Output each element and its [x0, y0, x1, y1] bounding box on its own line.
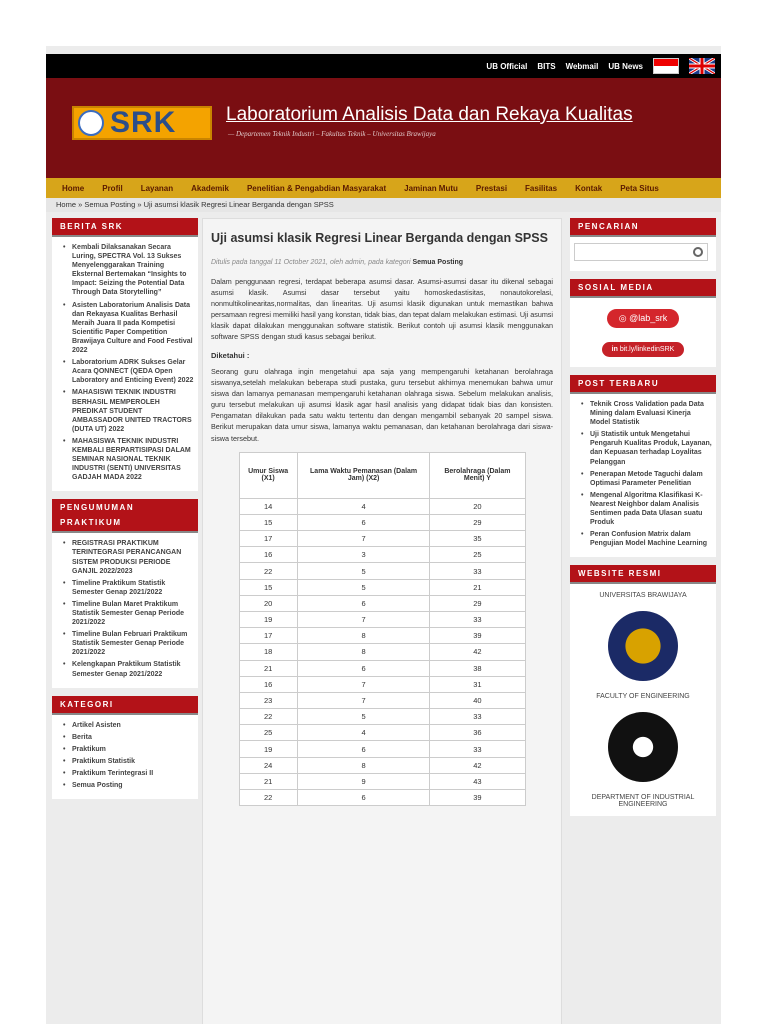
col-pemanasan: Lama Waktu Pemanasan (Dalam Jam) (X2)	[297, 452, 430, 498]
recent-post[interactable]: • Mengenal Algoritma Klasifikasi K-Nearest Neighbor dalam Analisis Sentimen pada Data Ulasan suatu Produk	[578, 491, 712, 527]
linkedin-url: bit.ly/linkedinSRK	[619, 346, 675, 353]
table-cell: 42	[430, 757, 525, 773]
post-meta-text: Ditulis pada tanggal 11 October 2021, oleh admin, pada kategori	[211, 258, 411, 266]
recent-post[interactable]: • Uji Statistik untuk Mengetahui Pengaruh Kualitas Produk, Layanan, dan Kepuasan terhadap Loyalitas Pelanggan	[578, 430, 712, 466]
table-cell: 36	[430, 725, 525, 741]
linkedin-button[interactable]	[602, 342, 685, 357]
table-cell: 23	[239, 692, 297, 708]
table-cell: 17	[239, 531, 297, 547]
uk-flag-icon[interactable]	[689, 58, 715, 74]
table-row	[239, 676, 525, 692]
recent-post[interactable]: • Peran Confusion Matrix dalam Pengujian Model Machine Learning	[578, 530, 712, 548]
table-row	[239, 773, 525, 789]
table-cell: 7	[297, 692, 430, 708]
data-table	[239, 452, 526, 807]
table-cell: 5	[297, 563, 430, 579]
table-cell: 17	[239, 628, 297, 644]
berita-item[interactable]: • Laboratorium ADRK Sukses Gelar Acara QONNECT (QEDA Open Laboratory and Enticing Event) 2022	[60, 358, 194, 385]
table-cell: 4	[297, 725, 430, 741]
search-input[interactable]	[574, 243, 708, 261]
post-terbaru-title: POST TERBARU	[570, 375, 716, 394]
social-box	[570, 298, 716, 367]
table-cell: 20	[430, 498, 525, 514]
table-row	[239, 790, 525, 806]
table-cell: 7	[297, 611, 430, 627]
table-row	[239, 547, 525, 563]
table-row	[239, 579, 525, 595]
table-cell: 43	[430, 773, 525, 789]
table-row	[239, 757, 525, 773]
indonesia-flag-icon[interactable]	[653, 58, 679, 74]
berita-title: BERITA SRK	[52, 218, 198, 237]
post-terbaru-box	[570, 394, 716, 557]
table-cell: 6	[297, 514, 430, 530]
instagram-icon: ◎	[618, 313, 630, 323]
table-row	[239, 709, 525, 725]
table-cell: 15	[239, 579, 297, 595]
recent-post[interactable]: • Teknik Cross Validation pada Data Mining dalam Evaluasi Kinerja Model Statistik	[578, 400, 712, 427]
table-row	[239, 725, 525, 741]
nav-home[interactable]: Home	[62, 183, 85, 193]
page-container	[46, 46, 721, 1024]
table-cell: 22	[239, 563, 297, 579]
top-bar	[46, 54, 721, 78]
table-cell: 33	[430, 611, 525, 627]
table-cell: 8	[297, 757, 430, 773]
berita-item[interactable]: • MAHASISWA TEKNIK INDUSTRI KEMBALI BERPARTISIPASI DALAM SEMINAR NASIONAL TEKNIK INDUSTRI (SENTI) UNIVERSITAS GADJAH MADA 2022	[60, 437, 194, 482]
table-row	[239, 644, 525, 660]
instagram-button[interactable]	[607, 309, 680, 328]
table-cell: 31	[430, 676, 525, 692]
table-cell: 29	[430, 595, 525, 611]
table-cell: 22	[239, 790, 297, 806]
kategori-item[interactable]: • Praktikum	[60, 745, 194, 754]
logo-globe-icon	[78, 110, 104, 136]
table-cell: 6	[297, 595, 430, 611]
main-nav	[46, 178, 721, 198]
kategori-item[interactable]: • Berita	[60, 733, 194, 742]
post-meta	[211, 259, 553, 266]
table-cell: 20	[239, 595, 297, 611]
link-ub-official[interactable]: UB Official	[486, 61, 528, 71]
pengumuman-title	[52, 499, 198, 533]
site-subtitle: — Departemen Teknik Industri – Fakultas Teknik – Universitas Brawijaya	[228, 130, 436, 138]
table-cell: 21	[239, 773, 297, 789]
table-row	[239, 563, 525, 579]
link-webmail[interactable]: Webmail	[565, 61, 599, 71]
fe-label[interactable]: FACULTY OF ENGINEERING	[596, 693, 690, 701]
search-box	[570, 237, 716, 271]
pengumuman-item[interactable]: • Timeline Praktikum Statistik Semester Genap 2021/2022	[60, 579, 194, 597]
pencarian-title: PENCARIAN	[570, 218, 716, 237]
logo-text: SRK	[110, 106, 177, 139]
table-cell: 22	[239, 709, 297, 725]
pengumuman-item[interactable]: • Timeline Bulan Februari Praktikum Statistik Semester Genap Periode 2021/2022	[60, 630, 194, 657]
table-cell: 33	[430, 709, 525, 725]
kategori-item[interactable]: • Praktikum Statistik	[60, 757, 194, 766]
table-cell: 6	[297, 660, 430, 676]
nav-fasilitas[interactable]: Fasilitas	[525, 183, 558, 193]
pengumuman-title-line1: PENGUMUMAN	[60, 503, 135, 513]
ub-logo-icon[interactable]	[608, 611, 678, 681]
post-content	[202, 218, 562, 1024]
kategori-item[interactable]: • Artikel Asisten	[60, 721, 194, 730]
paragraph-case: Seorang guru olahraga ingin mengetahui apa saja yang mempengaruhi ketahanan berolahraga siswanya,setelah melakukan beberapa studi pustaka, guru tersebut akhirnya menemukan bahwa umur siswa dan lamanya pemanasan mempengaruhi ketahanan olahraga siswa. Sebelum melakukan analisis, guru tersebut melakukan uji asumsi klasik agar hasil analisis yang didapat tidak bias dan konsisten. Pengamatan dilakukan pada satu waktu tertentu dan dengan mengambil sebanyak 20 sampel siswa. Berikut merupakan data umur siswa, lamanya waktu pemanasan, dan ketahanan berolahraga dari siswa-siswa tersebut.	[211, 366, 553, 443]
col-umur: Umur Siswa (X1)	[239, 452, 297, 498]
table-row	[239, 741, 525, 757]
table-cell: 39	[430, 790, 525, 806]
table-cell: 4	[297, 498, 430, 514]
site-title[interactable]: Laboratorium Analisis Data dan Rekaya Kualitas	[226, 104, 633, 125]
table-cell: 6	[297, 790, 430, 806]
nav-layanan[interactable]: Layanan	[140, 183, 174, 193]
table-cell: 3	[297, 547, 430, 563]
sosial-title: SOSIAL MEDIA	[570, 279, 716, 298]
table-cell: 9	[297, 773, 430, 789]
table-cell: 6	[297, 741, 430, 757]
pengumuman-title-line2: PRAKTIKUM	[60, 518, 122, 528]
table-cell: 7	[297, 676, 430, 692]
table-cell: 35	[430, 531, 525, 547]
table-row	[239, 611, 525, 627]
table-cell: 15	[239, 514, 297, 530]
breadcrumb-category[interactable]: Semua Posting	[84, 200, 136, 209]
site-header	[46, 78, 721, 178]
link-ub-news[interactable]: UB News	[608, 61, 643, 71]
table-row	[239, 660, 525, 676]
table-row	[239, 531, 525, 547]
table-cell: 33	[430, 563, 525, 579]
nav-akademik[interactable]: Akademik	[191, 183, 229, 193]
table-cell: 14	[239, 498, 297, 514]
left-sidebar	[52, 218, 198, 807]
table-cell: 42	[430, 644, 525, 660]
table-cell: 16	[239, 547, 297, 563]
breadcrumb-current: Uji asumsi klasik Regresi Linear Berganda dengan SPSS	[143, 200, 334, 209]
berita-box	[52, 237, 198, 491]
website-resmi-title: WEBSITE RESMI	[570, 565, 716, 584]
table-row	[239, 628, 525, 644]
nav-kontak[interactable]: Kontak	[575, 183, 603, 193]
kategori-box	[52, 715, 198, 800]
table-cell: 19	[239, 611, 297, 627]
post-category-link[interactable]: Semua Posting	[412, 258, 464, 266]
table-cell: 16	[239, 676, 297, 692]
table-row	[239, 514, 525, 530]
ub-label[interactable]: UNIVERSITAS BRAWIJAYA	[599, 592, 687, 600]
linkedin-icon: in	[611, 346, 620, 353]
col-berolahraga: Berolahraga (Dalam Menit) Y	[430, 452, 525, 498]
breadcrumb	[46, 198, 721, 212]
table-cell: 19	[239, 741, 297, 757]
die-label[interactable]: DEPARTMENT OF INDUSTRIAL ENGINEERING	[591, 794, 695, 809]
pengumuman-box	[52, 533, 198, 687]
kategori-item[interactable]: • Praktikum Terintegrasi II	[60, 769, 194, 778]
table-cell: 18	[239, 644, 297, 660]
diketahui-heading: Diketahui :	[211, 350, 250, 360]
nav-prestasi[interactable]: Prestasi	[475, 183, 508, 193]
instagram-handle: @lab_srk	[629, 313, 668, 323]
link-bits[interactable]: BITS	[537, 61, 556, 71]
berita-item[interactable]: • MAHASISWI TEKNIK INDUSTRI BERHASIL MEMPEROLEH PREDIKAT STUDENT AMBASSADOR UNITED TRACTORS (DUTA UT) 2022	[60, 388, 194, 433]
table-cell: 21	[430, 579, 525, 595]
berita-item[interactable]: • Kembali Dilaksanakan Secara Luring, SPECTRA Vol. 13 Sukses Menyelenggarakan Training Eksternal Bertemakan “Insights to Impact: Seizing the Potential Data Through Data Storytelling”	[60, 243, 194, 298]
recent-post[interactable]: • Penerapan Metode Taguchi dalam Optimasi Parameter Penelitian	[578, 470, 712, 488]
pengumuman-item[interactable]: • REGISTRASI PRAKTIKUM TERINTEGRASI PERANCANGAN SISTEM PRODUKSI PERIODE GANJIL 2022/2023	[60, 539, 194, 575]
nav-profil[interactable]: Profil	[102, 183, 123, 193]
table-cell: 33	[430, 741, 525, 757]
table-cell: 8	[297, 644, 430, 660]
search-icon[interactable]	[693, 247, 703, 257]
table-cell: 39	[430, 628, 525, 644]
table-cell: 5	[297, 709, 430, 725]
table-cell: 29	[430, 514, 525, 530]
table-row	[239, 498, 525, 514]
post-title: Uji asumsi klasik Regresi Linear Berganda dengan SPSS	[211, 231, 548, 245]
breadcrumb-sep: »	[78, 200, 83, 209]
breadcrumb-home[interactable]: Home	[56, 200, 77, 209]
pengumuman-item[interactable]: • Kelengkapan Praktikum Statistik Semester Genap 2021/2022	[60, 660, 194, 678]
nav-penelitian[interactable]: Penelitian & Pengabdian Masyarakat	[246, 183, 387, 193]
right-sidebar	[570, 218, 716, 816]
nav-peta-situs[interactable]: Peta Situs	[620, 183, 659, 193]
nav-jaminan-mutu[interactable]: Jaminan Mutu	[404, 183, 458, 193]
table-row	[239, 595, 525, 611]
site-logo[interactable]	[72, 106, 212, 140]
kategori-title: KATEGORI	[52, 696, 198, 715]
table-cell: 8	[297, 628, 430, 644]
website-box	[570, 584, 716, 816]
berita-item[interactable]: • Asisten Laboratorium Analisis Data dan Rekayasa Kualitas Berhasil Meraih Juara II pada Kompetisi Scientific Paper Competition Brawijaya Culture and Food Festival 2022	[60, 301, 194, 356]
table-cell: 24	[239, 757, 297, 773]
table-cell: 25	[239, 725, 297, 741]
paragraph-intro: Dalam penggunaan regresi, terdapat beberapa asumsi dasar. Asumsi-asumsi dasar itu dikenal sebagai asumsi klasik. Asumsi dasar tersebut yaitu homoskedastisitas, nonautokorelasi, nonmultikolinearitas,normalitas, dan linearitas. Uji asumsi klasik digunakan untuk memastikan bahwa persamaan regresi memiliki hasil yang konstan, tidak bias, dan tepat dalam melakukan estimasi. Uji asumsi klasik dapat dilakukan menggunakan software statistik. Berikut contoh uji asumsi klasik menggunakan software SPSS dengan studi kasus sebagai berikut.	[211, 276, 553, 342]
fe-logo-icon[interactable]	[608, 712, 678, 782]
table-cell: 38	[430, 660, 525, 676]
table-cell: 40	[430, 692, 525, 708]
table-cell: 25	[430, 547, 525, 563]
table-cell: 7	[297, 531, 430, 547]
kategori-item[interactable]: • Semua Posting	[60, 781, 194, 790]
table-cell: 5	[297, 579, 430, 595]
table-row	[239, 692, 525, 708]
table-cell: 21	[239, 660, 297, 676]
table-body	[239, 498, 525, 806]
breadcrumb-sep: »	[137, 200, 142, 209]
pengumuman-item[interactable]: • Timeline Bulan Maret Praktikum Statistik Semester Genap Periode 2021/2022	[60, 600, 194, 627]
